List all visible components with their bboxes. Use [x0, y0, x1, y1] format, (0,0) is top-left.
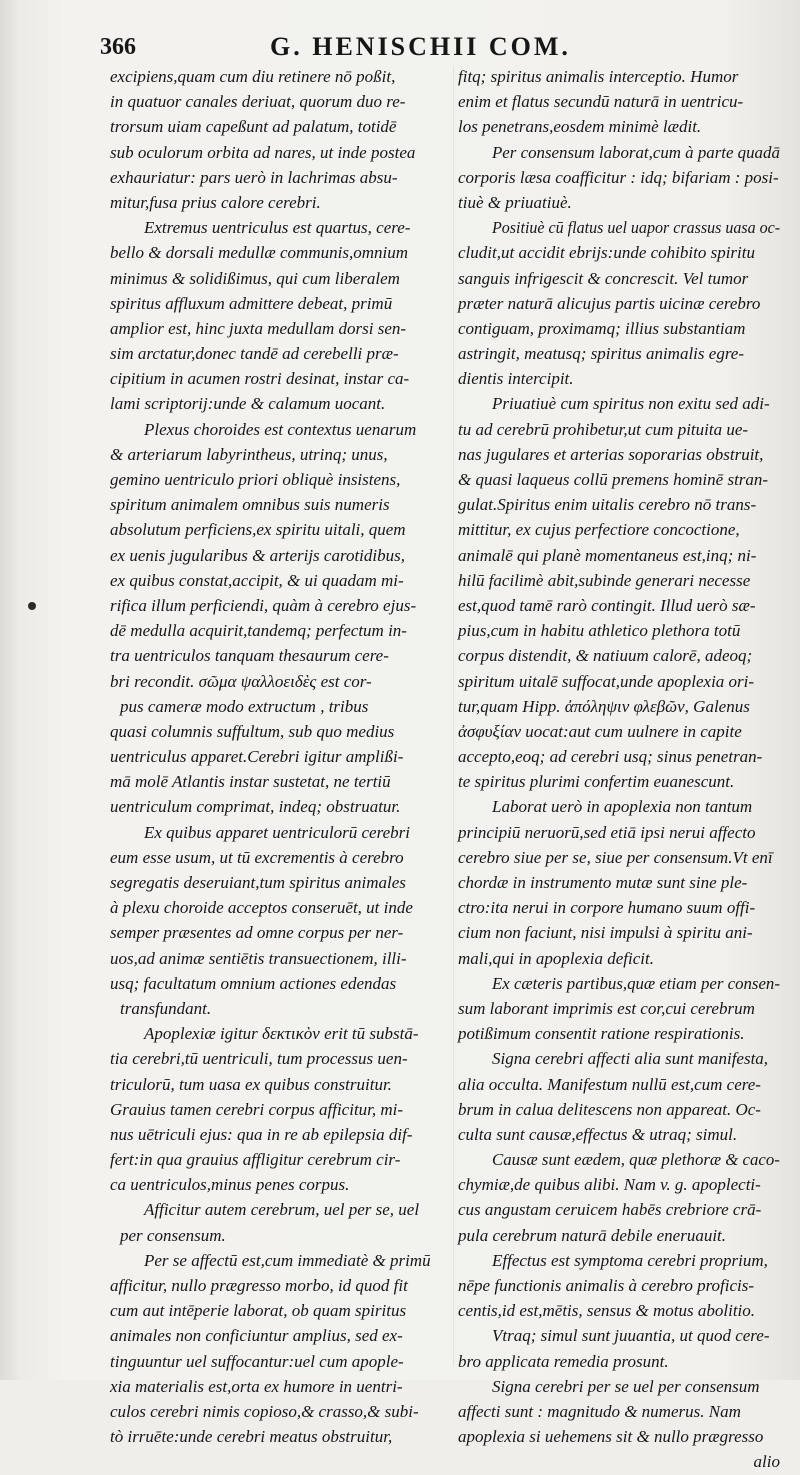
text-line: trorsum uiam capeßunt ad palatum, totidē [110, 117, 397, 137]
text-line: tia cerebri,tū uentriculi, tum processus uen- [110, 1049, 408, 1069]
text-line: Laborat uerò in apoplexia non tantum [492, 797, 753, 817]
text-line: eum esse usum, ut tū excrementis à cerebro [110, 847, 404, 867]
text-line: principiū neruorū,sed etiā ipsi nerui affecto [458, 822, 756, 842]
text-line: alia occulta. Manifestum nullū est,cum cere- [458, 1074, 761, 1094]
text-line: absolutum perficiens,ex spiritu uitali, quem [110, 520, 406, 540]
text-line: hilū facilimè abit,subinde generari necesse [458, 570, 751, 590]
text-line: nēpe functionis animalis à cerebro proficis- [458, 1276, 755, 1295]
text-line: enim et flatus secundū naturā in uentricu- [458, 92, 744, 112]
text-line: bri recondit. σῶμα ψαλλοειδὲς est cor- [110, 671, 372, 691]
text-line: cipitium in acumen rostri desinat, instar ca- [110, 369, 410, 389]
text-line: Effectus est symptoma cerebri proprium, [492, 1250, 768, 1270]
text-line: mittitur, ex cujus perfectiore concoctione, [458, 520, 740, 540]
text-line: mitur,fusa prius calore cerebri. [110, 192, 321, 212]
text-line: cerebro siue per se, siue per consensum.Vt enī [458, 847, 773, 867]
text-line: pula cerebrum naturā debile eneruauit. [458, 1225, 727, 1245]
text-line: Causæ sunt eædem, quæ plethoræ & caco- [492, 1150, 780, 1170]
text-line: Afficitur autem cerebrum, uel per se, uel [144, 1200, 420, 1220]
text-line: ctro:ita nerui in corpore humano suum offi- [458, 898, 756, 918]
text-line: Positiuè cū flatus uel uapor crassus uasa oc- [492, 218, 781, 238]
text-line: amplior est, hinc juxta medullam dorsi sen- [110, 318, 407, 338]
text-line: corporis læsa coafficitur : idq; bifariam : posi- [458, 167, 779, 187]
text-line: xia materialis est,orta ex humore in uentri- [110, 1376, 403, 1396]
text-line: transfundant. [120, 998, 212, 1018]
text-line: excipiens,quam cum diu retinere nō poßit, [110, 67, 396, 86]
text-line: sim arctatur,donec tandē ad cerebelli præ- [110, 344, 399, 364]
text-line: uos,ad animæ sentiētis transuectionem, illi- [110, 948, 407, 968]
text-line: pus cameræ modo extructum , tribus [120, 696, 369, 716]
text-line: fert:in qua grauius affligitur cerebrum cir- [110, 1150, 401, 1170]
text-line: Ex quibus apparet uentriculorū cerebri [144, 822, 410, 842]
text-line: potißimum consentit ratione respirationis. [458, 1024, 745, 1044]
text-line: bello & dorsali medullæ communis,omnium [110, 243, 408, 263]
text-line: afficitur, nullo prægresso morbo, id quod fit [110, 1276, 408, 1295]
text-line: los penetrans,eosdem minimè lædit. [458, 117, 702, 137]
text-line: culos cerebri nimis copioso,& crasso,& subi- [110, 1401, 419, 1421]
text-line: per consensum. [120, 1225, 226, 1245]
text-line: alio [753, 1452, 780, 1472]
text-line: te spiritus plurimi confertim euanescunt. [458, 772, 735, 792]
text-line: nas jugulares et arterias soporarias obstruit, [458, 444, 764, 464]
text-line: brum in calua delitescens non appareat. Oc- [458, 1099, 761, 1119]
text-line: usq; facultatum omnium actiones edendas [110, 973, 397, 993]
text-line: dē medulla acquirit,tandemq; perfectum in- [110, 621, 407, 641]
text-line: Apoplexiæ igitur δεκτικὸν erit tū substā- [144, 1024, 419, 1044]
text-line: uentriculus apparet.Cerebri igitur amplißi- [110, 747, 404, 767]
text-line: Signa cerebri per se uel per consensum [492, 1376, 760, 1396]
text-line: sub oculorum orbita ad nares, ut inde postea [110, 142, 416, 162]
text-line: tur,quam Hipp. ἀπόληψιν φλεβῶν, Galenus [458, 696, 750, 716]
text-line: tinguuntur uel suffocantur:uel cum apople- [110, 1351, 404, 1371]
text-line: gulat.Spiritus enim uitalis cerebro nō trans- [458, 495, 757, 515]
text-line: spiritum uitalē suffocat,unde apoplexia ori- [458, 671, 755, 691]
text-line: Signa cerebri affecti alia sunt manifesta, [492, 1049, 769, 1069]
text-line: præter naturā alicujus partis uicinæ cerebro [458, 293, 761, 313]
text-line: ex quibus constat,accipit, & ui quadam mi- [110, 570, 404, 590]
text-line: minimus & solidißimus, qui cum liberalem [110, 268, 400, 288]
text-line: ex uenis jugularibus & arterijs carotidibus, [110, 545, 405, 565]
text-line: lami scriptorij:unde & calamum uocant. [110, 394, 386, 414]
right-column [458, 64, 780, 1475]
text-line: contiguam, proximamq; illius substantiam [458, 318, 746, 338]
text-line: sanguis infrigescit & concrescit. Vel tumor [458, 268, 749, 288]
text-line: tu ad cerebrū prohibetur,ut cum pituita ue- [458, 419, 749, 439]
text-line: exhauriatur: pars uerò in lachrimas absu- [110, 167, 398, 187]
text-line: semper præsentes ad omne corpus per ner- [110, 923, 404, 943]
text-line: mā molē Atlantis instar sustetat, ne tertiū [110, 772, 391, 792]
running-head: G. HENISCHII COM. [270, 32, 571, 61]
text-line: in quatuor canales deriuat, quorum duo re- [110, 92, 406, 112]
text-line: tò irruēte:unde cerebri meatus obstruitur, [110, 1427, 393, 1447]
text-line: segregatis deseruiant,tum spiritus animales [110, 873, 406, 892]
text-line: ca uentriculos,minus penes corpus. [110, 1175, 350, 1195]
text-line: à plexu choroide acceptos conseruēt, ut inde [110, 898, 413, 918]
text-line: cium non faciunt, nisi impulsi à spiritu ani- [458, 923, 753, 943]
left-column [110, 64, 456, 1449]
text-line: Plexus choroides est contextus uenarum [144, 419, 417, 439]
text-line: Per consensum laborat,cum à parte quadā [492, 142, 780, 162]
text-line: animales non conficiuntur amplius, sed ex- [110, 1326, 403, 1346]
text-line: culta sunt causæ,effectus & utraq; simul. [458, 1124, 738, 1144]
ink-speck [28, 602, 36, 610]
text-line: est,quod tamē rarò contingit. Illud uerò sæ- [458, 595, 756, 615]
text-line: uentriculum comprimat, indeq; obstruatur. [110, 797, 401, 817]
text-line: & quasi laqueus collū premens hominē stran- [458, 470, 769, 489]
page-header [100, 30, 660, 64]
text-line: Ex cæteris partibus,quæ etiam per consen- [492, 973, 780, 993]
text-line: & arteriarum labyrintheus, utrinq; unus, [110, 444, 388, 464]
text-line: rifica illum perficiendi, quàm à cerebro ejus- [110, 595, 417, 615]
text-line: chordæ in instrumento mutæ sunt sine ple- [458, 873, 748, 892]
text-line: cus angustam ceruicem habēs crebriore crā- [458, 1200, 762, 1220]
text-line: bro applicata remedia prosunt. [458, 1351, 669, 1371]
text-line: spiritum animalem omnibus suis numeris [110, 495, 390, 515]
text-line: gemino uentriculo priori obliquè insistens, [110, 470, 401, 489]
text-line: cum aut intēperie laborat, ob quam spiritus [110, 1301, 407, 1321]
text-line: dientis intercipit. [458, 369, 574, 389]
text-line: Per se affectū est,cum immediatè & primū [144, 1250, 431, 1270]
text-line: Grauius tamen cerebri corpus afficitur, mi- [110, 1099, 404, 1119]
text-line: affecti sunt : magnitudo & numerus. Nam [458, 1401, 741, 1421]
page-shadow [0, 0, 20, 1380]
text-line: astringit, meatusq; spiritus animalis egre- [458, 344, 745, 364]
text-line: pius,cum in habitu athletico plethora totū [458, 621, 741, 641]
text-line: sum laborant imprimis est cor,cui cerebrum [458, 998, 755, 1018]
text-line: centis,id est,mētis, sensus & motus abolitio. [458, 1301, 756, 1321]
text-line: animalē qui planè momentaneus est,inq; ni- [458, 545, 757, 565]
text-line: apoplexia si uehemens sit & nullo prægresso [458, 1427, 764, 1447]
text-line: tra uentriculos tanquam thesaurum cere- [110, 646, 389, 666]
text-line: corpus distendit, & natiuum calorē, adeoq; [458, 646, 753, 666]
text-line: Extremus uentriculus est quartus, cere- [144, 218, 411, 238]
text-line: mali,qui in apoplexia deficit. [458, 948, 654, 968]
text-line: triculorū, tum uasa ex quibus construitur. [110, 1074, 392, 1094]
text-line: Vtraq; simul sunt juuantia, ut quod cere- [492, 1326, 770, 1346]
text-line: chymiæ,de quibus alibi. Nam v. g. apoplecti- [458, 1175, 761, 1195]
text-line: fitq; spiritus animalis interceptio. Humor [458, 67, 739, 86]
text-line: spiritus affluxum admittere debeat, primū [110, 293, 393, 313]
text-line: ἀσφυξίαν uocat:aut cum uulnere in capite [458, 721, 742, 741]
text-line: Priuatiuè cum spiritus non exitu sed adi- [492, 394, 770, 414]
page-number: 366 [100, 34, 136, 60]
text-line: tiuè & priuatiuè. [458, 192, 572, 212]
text-line: quasi columnis suffultum, sub quo medius [110, 721, 395, 741]
text-line: cludit,ut accidit ebrijs:unde cohibito spiritu [458, 243, 755, 263]
text-line: nus uētriculi ejus: qua in re ab epilepsia dif- [110, 1124, 413, 1144]
text-line: accepto,eoq; ad cerebri usq; sinus penetran- [458, 747, 763, 767]
